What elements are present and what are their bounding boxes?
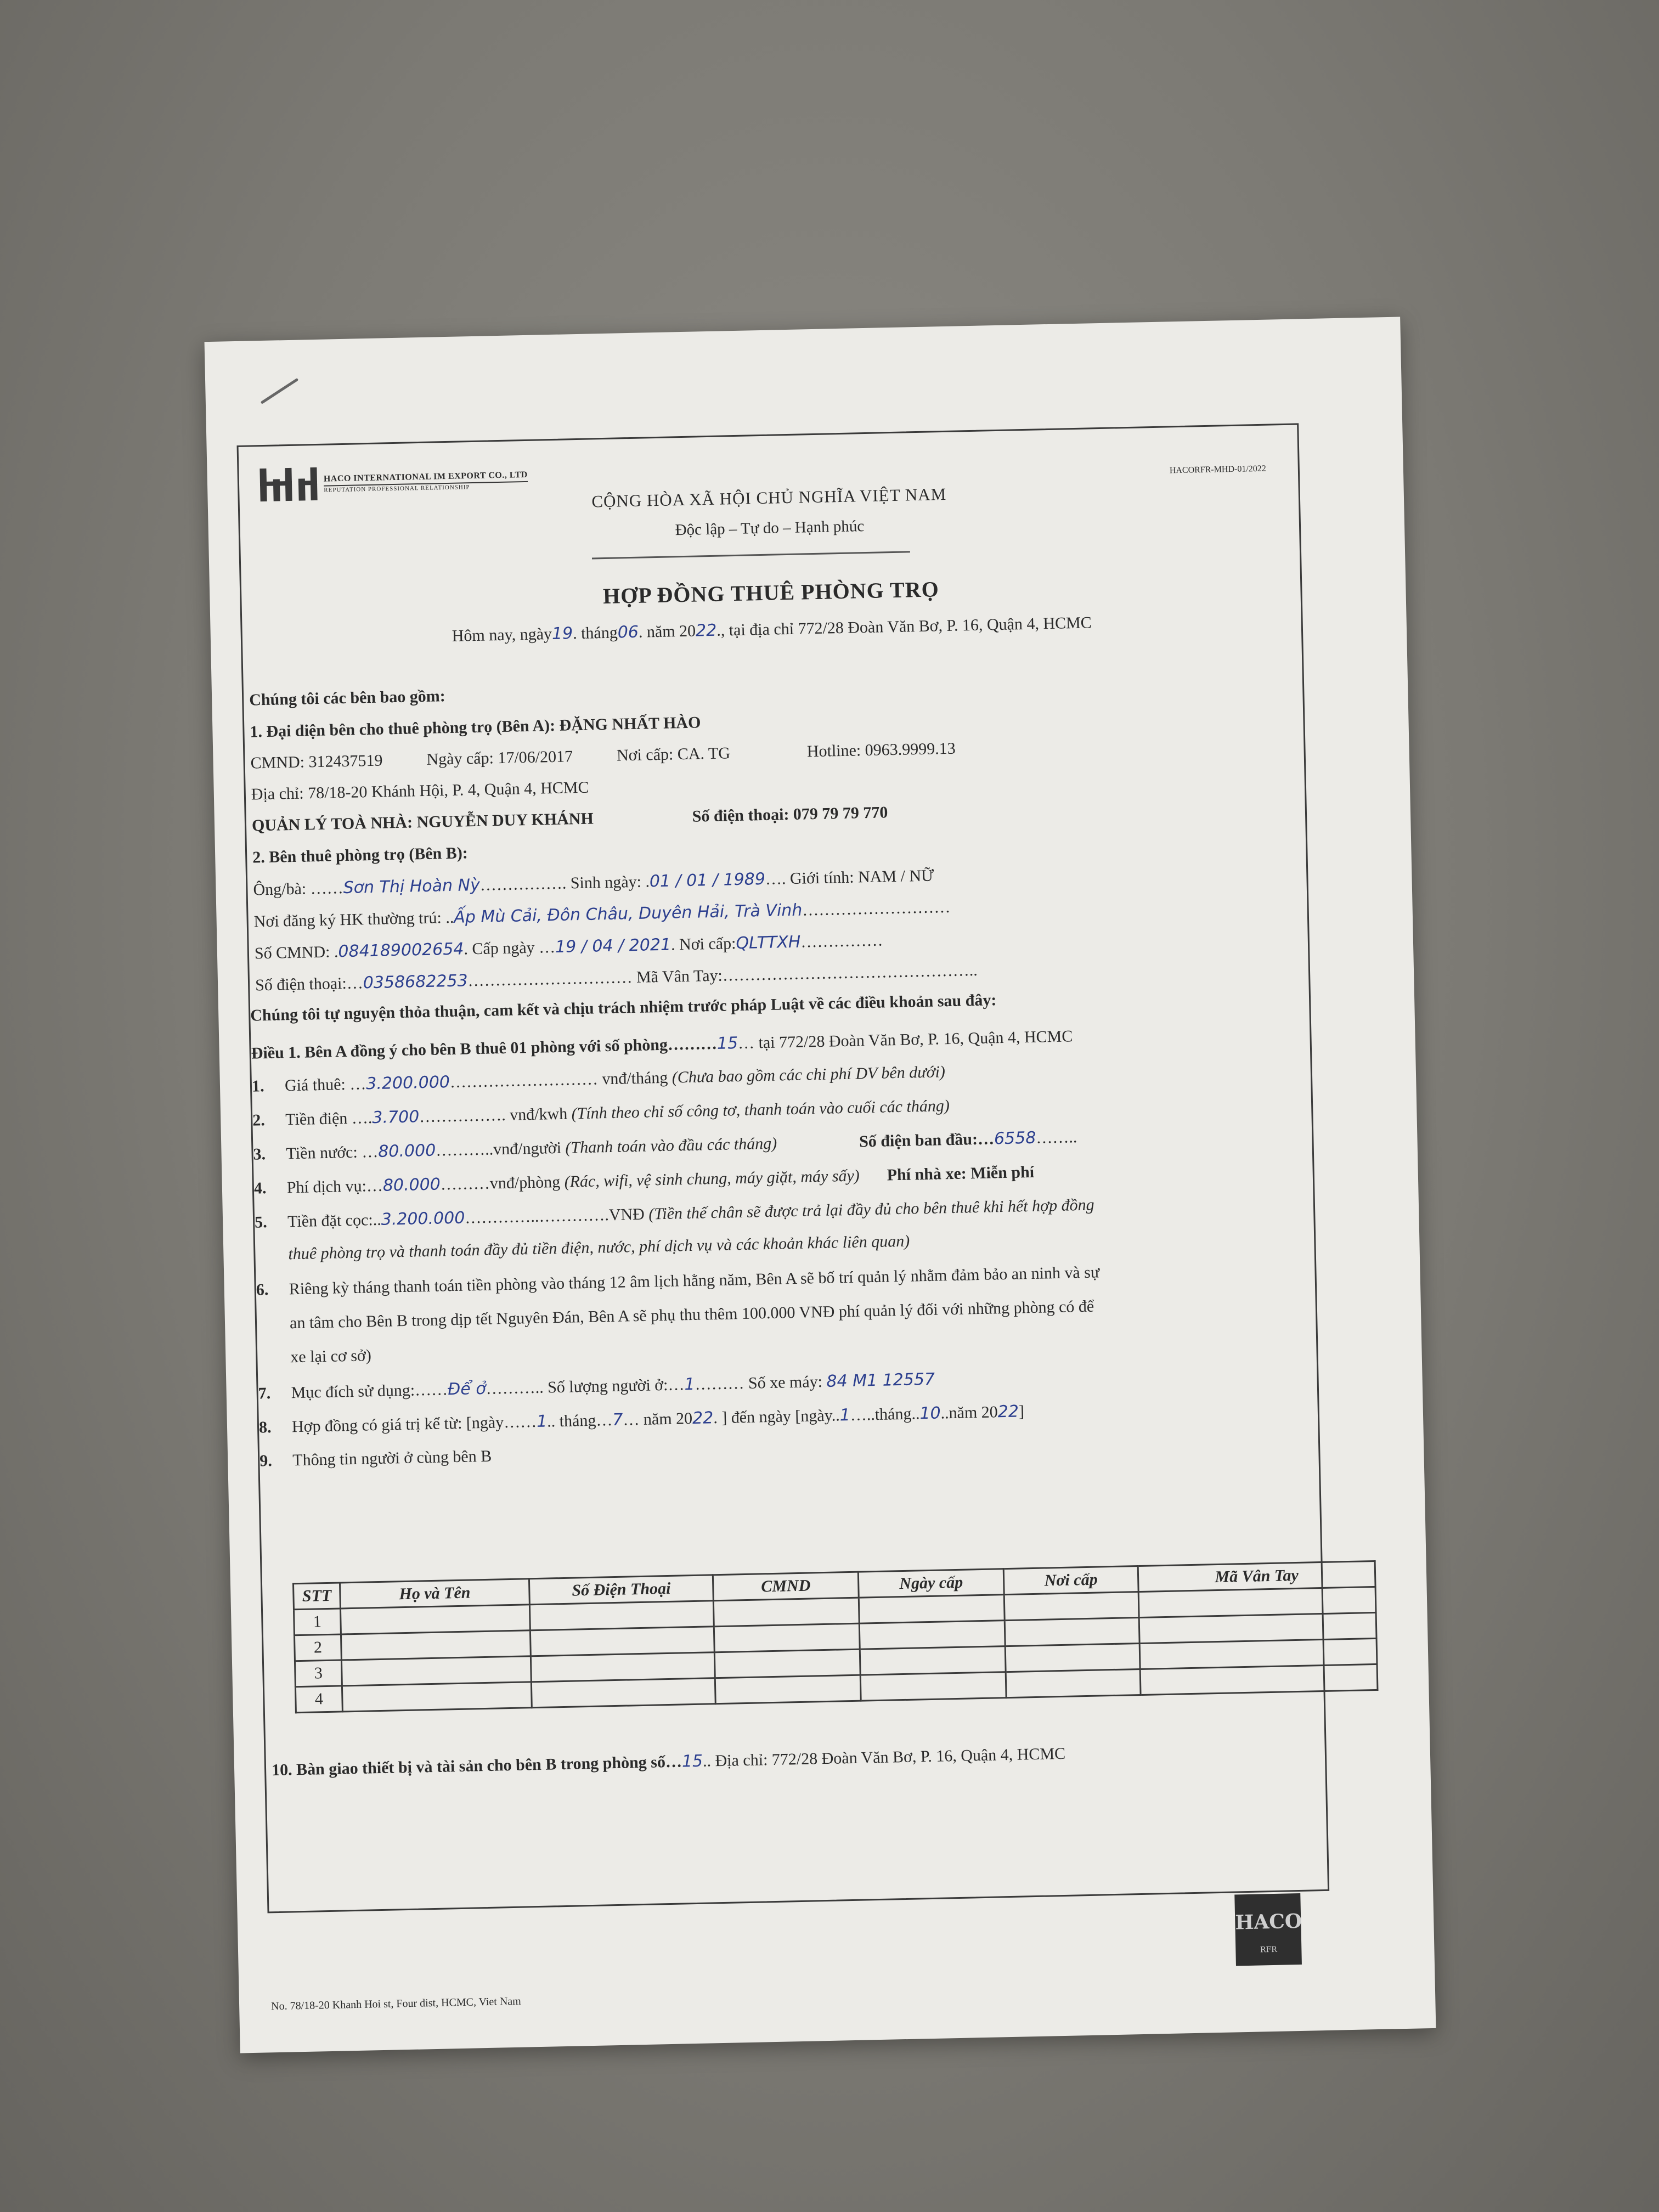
handwritten-purpose: Để ở — [447, 1379, 487, 1400]
col-fingerprint: Mã Vân Tay — [1138, 1561, 1375, 1592]
pencil-mark — [261, 378, 299, 404]
form-code: HACORFR-MHD-01/2022 — [1169, 464, 1267, 476]
nation-heading: CỘNG HÒA XÃ HỘI CHỦ NGHĨA VIỆT NAM — [591, 484, 947, 511]
party-b-cmnd-line: Số CMND: .084189002654. Cấp ngày …19 / 04 / 2021. Nơi cấp:QLTTXH…………… — [254, 931, 883, 963]
company-name: HACO INTERNATIONAL IM EXPORT CO., LTD — [323, 470, 528, 484]
footer-address: No. 78/18-20 Khanh Hoi st, Four dist, HCMC, Viet Nam — [270, 1995, 521, 2013]
contract-title: HỢP ĐỒNG THUÊ PHÒNG TRỌ — [602, 577, 940, 609]
item-5: 5. Tiền đặt cọc:..3.200.000…………..………….VNĐ (Tiền thế chân sẽ được trả lại đầy đủ cho bên thuê khi hết hợp đồng — [254, 1195, 1094, 1232]
handwritten-room: 15 — [716, 1034, 738, 1053]
handwritten-plate: 84 M1 12557 — [826, 1369, 935, 1391]
handwritten-month: 06 — [617, 622, 639, 642]
handwritten-occupants: 1 — [684, 1374, 695, 1395]
commitment-line: Chúng tôi tự nguyện thỏa thuận, cam kết và chịu trách nhiệm trước pháp Luật về các điều khoản sau đây: — [250, 991, 997, 1025]
handwritten-phone: 0358682253 — [363, 971, 468, 993]
handwritten-issue-date: 19 / 04 / 2021 — [555, 935, 672, 957]
item-6: 6. Riêng kỳ tháng thanh toán tiền phòng vào tháng 12 âm lịch hằng năm, Bên A sẽ bố trí quản lý nhằm đảm bảo an ninh và sự — [256, 1263, 1100, 1299]
co-occupant-table — [292, 1560, 1379, 1713]
handwritten-deposit: 3.200.000 — [381, 1208, 465, 1229]
handwritten-year: 22 — [695, 620, 717, 641]
table-row: 2 — [294, 1612, 1376, 1661]
table-row: 4 — [295, 1664, 1378, 1712]
party-a-heading: 1. Đại diện bên cho thuê phòng trọ (Bên A): ĐẶNG NHẤT HÀO — [250, 713, 701, 741]
party-a-address: Địa chỉ: 78/18-20 Khánh Hội, P. 4, Quận 4, HCMC — [251, 778, 589, 804]
divider — [592, 551, 910, 559]
item-6-line-2: an tâm cho Bên B trong dịp tết Nguyên Đán, Bên A sẽ phụ thu thêm 100.000 VNĐ phí quản lý đối với những phòng có để — [289, 1297, 1094, 1333]
item-6-line-3: xe lại cơ sở) — [290, 1346, 372, 1367]
col-issue-place: Nơi cấp — [1003, 1566, 1138, 1595]
item-1: 1. Giá thuê: …3.200.000……………………… vnđ/tháng (Chưa bao gồm các chi phí DV bên dưới) — [251, 1063, 946, 1096]
handwritten-meter: 6558 — [994, 1128, 1036, 1149]
party-b-phone-line: Số điện thoại:…0358682253………………………… Mã Vân Tay:……………………………………….. — [255, 961, 978, 995]
item-5-note: thuê phòng trọ và thanh toán đầy đủ tiền điện, nước, phí dịch vụ và các khoản khác liên quan) — [288, 1232, 910, 1263]
manager-line: QUẢN LÝ TOÀ NHÀ: NGUYỄN DUY KHÁNH Số điện thoại: 079 79 79 770 — [251, 803, 888, 835]
handwritten-service: 80.000 — [382, 1175, 441, 1195]
handwritten-day: 19 — [551, 624, 573, 644]
handwritten-cmnd: 084189002654 — [338, 939, 464, 962]
item-4: 4. Phí dịch vụ:…80.000………vnđ/phòng (Rác, wifi, vệ sinh chung, máy giặt, máy sấy) Phí nhà xe: Miễn phí — [253, 1163, 1035, 1198]
intro-line: Hôm nay, ngày19. tháng06. năm 2022., tại địa chỉ 772/28 Đoàn Văn Bơ, P. 16, Quận 4, HCMC — [452, 613, 1092, 645]
handwritten-rent: 3.200.000 — [365, 1073, 450, 1094]
col-phone: Số Điện Thoại — [529, 1575, 713, 1605]
item-10: 10. Bàn giao thiết bị và tài sản cho bên B trong phòng số…15.. Địa chỉ: 772/28 Đoàn Văn Bơ, P. 16, Quận 4, HCMC — [271, 1744, 1066, 1780]
document-frame — [237, 423, 1330, 2013]
item-7: 7. Mục đích sử dụng:……Để ở……….. Số lượng người ở:…1……… Số xe máy: 84 M1 12557 — [258, 1369, 935, 1403]
haco-stamp: HACO RFR — [1234, 1893, 1302, 1966]
handwritten-dob: 01 / 01 / 1989 — [649, 869, 766, 891]
party-b-hk-line: Nơi đăng ký HK thường trú: ..Ấp Mù Cải, Đôn Châu, Duyên Hải, Trà Vinh……………………… — [253, 898, 951, 931]
handwritten-water: 80.000 — [377, 1141, 436, 1161]
handwritten-issue-place: QLTTXH — [736, 932, 801, 953]
logo-icon — [259, 467, 320, 501]
motto: Độc lập – Tự do – Hạnh phúc — [675, 517, 865, 539]
item-9: 9. Thông tin người ở cùng bên B — [259, 1447, 492, 1470]
party-a-id-line: CMND: 312437519 Ngày cấp: 17/06/2017 Nơi cấp: CA. TG Hotline: 0963.9999.13 — [250, 739, 956, 772]
party-b-name-line: Ông/bà: ……Sơn Thị Hoàn Nỳ……………. Sinh ngày: .01 / 01 / 1989…. Giới tính: NAM / NỮ — [253, 866, 934, 899]
contract-sheet — [205, 317, 1436, 2053]
handwritten-room-2: 15 — [681, 1751, 703, 1771]
handwritten-hk: Ấp Mù Cải, Đôn Châu, Duyên Hải, Trà Vinh — [453, 900, 803, 927]
item-8: 8. Hợp đồng có giá trị kể từ: [ngày……1.. tháng…7… năm 2022. ] đến ngày [ngày..1…..tháng..10..năm 2022] — [258, 1402, 1025, 1437]
col-cmnd: CMND — [713, 1572, 859, 1601]
col-name: Họ và Tên — [340, 1579, 529, 1609]
article-1: Điều 1. Bên A đồng ý cho bên B thuê 01 phòng với số phòng………15… tại 772/28 Đoàn Văn Bơ, P. 16, Quận 4, HCMC — [251, 1027, 1073, 1063]
parties-heading: Chúng tôi các bên bao gồm: — [249, 687, 446, 709]
col-stt: STT — [294, 1583, 341, 1610]
table-row: 1 — [294, 1587, 1376, 1635]
company-tagline: REPUTATION PROFESSIONAL RELATIONSHIP — [324, 481, 528, 493]
handwritten-electric: 3.700 — [371, 1107, 420, 1128]
table-row: 3 — [295, 1638, 1377, 1686]
handwritten-name: Sơn Thị Hoàn Nỳ — [343, 875, 481, 898]
item-3: 3. Tiền nước: …80.000………..vnđ/người (Thanh toán vào đầu các tháng) Số điện ban đầu:…6558…….. — [253, 1128, 1077, 1164]
party-b-heading: 2. Bên thuê phòng trọ (Bên B): — [252, 844, 469, 867]
col-issue-date: Ngày cấp — [858, 1569, 1004, 1598]
item-2: 2. Tiền điện ….3.700……………. vnđ/kwh (Tính theo chỉ số công tơ, thanh toán vào cuối các tháng) — [252, 1097, 950, 1130]
